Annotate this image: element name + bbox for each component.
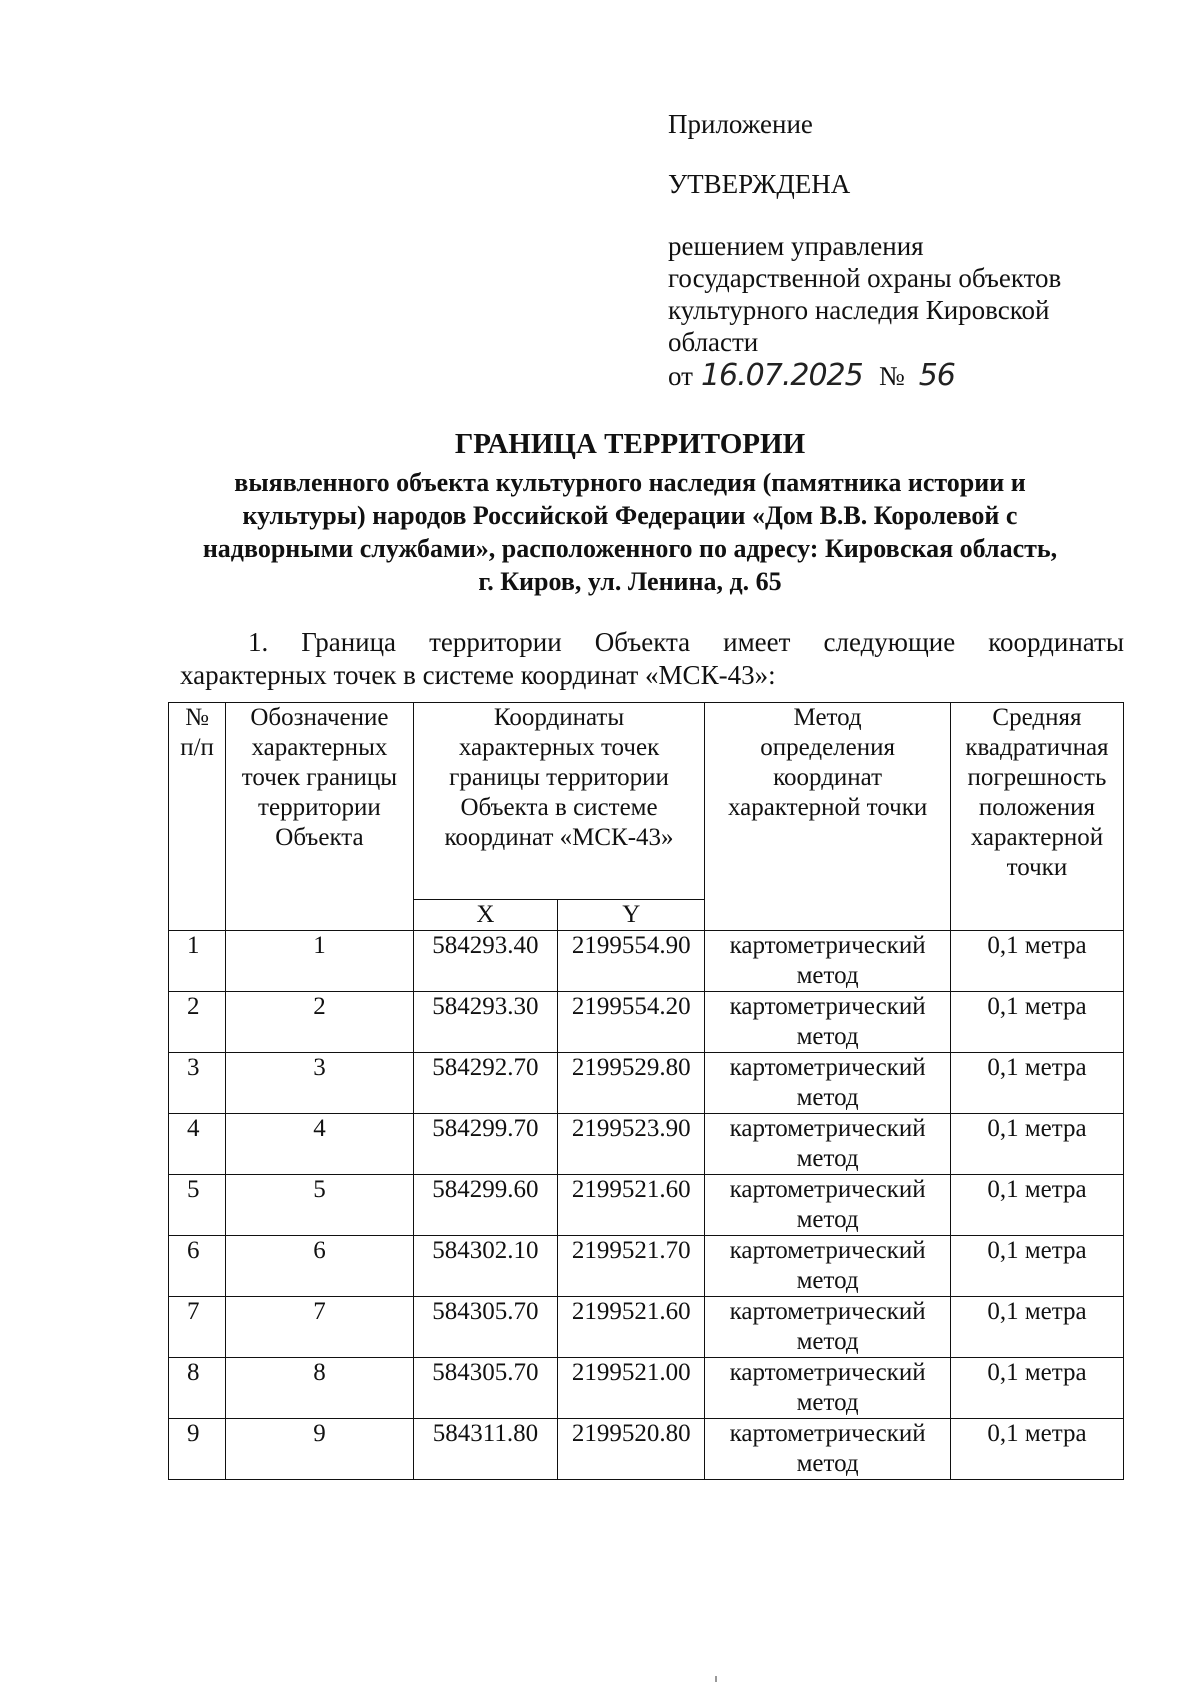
header-designation (226, 703, 414, 931)
document-title (150, 426, 1110, 598)
method-line: картометрический (729, 932, 926, 959)
method-line: метод (796, 1023, 859, 1050)
decision-line: культурного наследия Кировской (668, 295, 1050, 325)
header-line: положения (978, 794, 1096, 821)
title-main: ГРАНИЦА ТЕРРИТОРИИ (454, 428, 806, 460)
cell-error: 0,1 метра (950, 1114, 1123, 1175)
header-line: № (185, 704, 209, 731)
cell-point: 7 (226, 1297, 414, 1358)
table-row (169, 931, 1124, 992)
method-line: картометрический (729, 1054, 926, 1081)
cell-y: 2199554.90 (558, 931, 705, 992)
subtitle-line: культуры) народов Российской Федерации «Дом В.В. Королевой с (242, 501, 1018, 530)
table-row (169, 1419, 1124, 1480)
subtitle-line: г. Киров, ул. Ленина, д. 65 (478, 567, 782, 596)
cell-x: 584293.30 (413, 992, 557, 1053)
header-line: характерной точки (727, 794, 928, 821)
cell-error: 0,1 метра (950, 1236, 1123, 1297)
header-line: координат «МСК-43» (444, 824, 674, 851)
header-line: определения (760, 734, 895, 761)
header-line: характерных (251, 734, 388, 761)
method-line: картометрический (729, 1298, 926, 1325)
cell-point: 9 (226, 1419, 414, 1480)
cell-method (705, 1419, 951, 1480)
header-line: п/п (180, 734, 214, 761)
cell-num: 3 (169, 1053, 226, 1114)
header-line: Координаты (493, 704, 625, 731)
cell-error: 0,1 метра (950, 1358, 1123, 1419)
header-line: погрешность (967, 764, 1107, 791)
cell-y: 2199523.90 (558, 1114, 705, 1175)
cell-num: 2 (169, 992, 226, 1053)
subtitle-line: надворными службами», расположенного по адресу: Кировская область, (202, 534, 1058, 563)
cell-x: 584292.70 (413, 1053, 557, 1114)
header-error (950, 703, 1123, 931)
method-line: картометрический (729, 1115, 926, 1142)
header-y: Y (558, 900, 705, 931)
table-body (169, 931, 1124, 1480)
table-row (169, 1297, 1124, 1358)
decision-line: государственной охраны объектов (668, 263, 1062, 293)
method-line: картометрический (729, 993, 926, 1020)
cell-num: 4 (169, 1114, 226, 1175)
cell-y: 2199520.80 (558, 1419, 705, 1480)
method-line: картометрический (729, 1237, 926, 1264)
handwritten-date: 16.07.2025 (700, 358, 863, 393)
cell-x: 584293.40 (413, 931, 557, 992)
header-line: точек границы (241, 764, 398, 791)
method-line: метод (796, 1145, 859, 1172)
cell-error: 0,1 метра (950, 1175, 1123, 1236)
header-line: точки (1006, 854, 1068, 881)
approval-block (668, 108, 1148, 392)
decision-line: области (668, 327, 759, 357)
cell-point: 5 (226, 1175, 414, 1236)
cell-y: 2199521.70 (558, 1236, 705, 1297)
scan-artifact (715, 1676, 717, 1682)
table-row (169, 1114, 1124, 1175)
appendix-label: Приложение (668, 109, 813, 139)
cell-y: 2199521.00 (558, 1358, 705, 1419)
cell-point: 6 (226, 1236, 414, 1297)
cell-x: 584299.60 (413, 1175, 557, 1236)
header-method (705, 703, 951, 931)
cell-num: 7 (169, 1297, 226, 1358)
header-line: границы территории (449, 764, 669, 791)
cell-x: 584305.70 (413, 1358, 557, 1419)
cell-point: 2 (226, 992, 414, 1053)
header-x: X (413, 900, 557, 931)
decision-line: решением управления (668, 231, 924, 261)
header-coordinates (413, 703, 705, 900)
header-line: Объекта (275, 824, 364, 851)
header-line: территории (258, 794, 381, 821)
header-line: квадратичная (965, 734, 1109, 761)
cell-num: 6 (169, 1236, 226, 1297)
header-line: характерных точек (458, 734, 660, 761)
table-row (169, 1175, 1124, 1236)
cell-error: 0,1 метра (950, 931, 1123, 992)
header-line: характерной (970, 824, 1104, 851)
method-line: метод (796, 1206, 859, 1233)
cell-y: 2199521.60 (558, 1297, 705, 1358)
number-label: № (878, 361, 905, 391)
cell-method (705, 931, 951, 992)
cell-error: 0,1 метра (950, 1297, 1123, 1358)
header-line: Объекта в системе (460, 794, 658, 821)
coordinates-table (168, 702, 1124, 1480)
header-line: Метод (793, 704, 862, 731)
cell-error: 0,1 метра (950, 1419, 1123, 1480)
cell-error: 0,1 метра (950, 992, 1123, 1053)
cell-point: 8 (226, 1358, 414, 1419)
date-number-line (668, 360, 1148, 392)
approved-label: УТВЕРЖДЕНА (668, 169, 851, 199)
cell-point: 1 (226, 931, 414, 992)
cell-method (705, 1114, 951, 1175)
cell-method (705, 1236, 951, 1297)
paragraph-first-line: 1. Граница территории Объекта имеет следующие координаты (248, 627, 1124, 657)
cell-x: 584311.80 (413, 1419, 557, 1480)
cell-method (705, 1358, 951, 1419)
table-row (169, 1236, 1124, 1297)
cell-x: 584299.70 (413, 1114, 557, 1175)
method-line: метод (796, 1084, 859, 1111)
cell-num: 1 (169, 931, 226, 992)
table-row (169, 1053, 1124, 1114)
cell-num: 5 (169, 1175, 226, 1236)
cell-method (705, 1175, 951, 1236)
method-line: метод (796, 962, 859, 989)
cell-method (705, 1297, 951, 1358)
header-line: Средняя (992, 704, 1082, 731)
table-row (169, 1358, 1124, 1419)
header-line: координат (773, 764, 883, 791)
method-line: метод (796, 1328, 859, 1355)
decision-text (668, 230, 1148, 358)
cell-y: 2199529.80 (558, 1053, 705, 1114)
cell-point: 3 (226, 1053, 414, 1114)
cell-y: 2199521.60 (558, 1175, 705, 1236)
method-line: картометрический (729, 1420, 926, 1447)
cell-y: 2199554.20 (558, 992, 705, 1053)
date-prefix: от (668, 361, 693, 391)
cell-method (705, 992, 951, 1053)
subtitle-line: выявленного объекта культурного наследия (памятника истории и (234, 468, 1026, 497)
method-line: картометрический (729, 1359, 926, 1386)
header-num (169, 703, 226, 931)
cell-error: 0,1 метра (950, 1053, 1123, 1114)
cell-x: 584305.70 (413, 1297, 557, 1358)
paragraph-1 (180, 626, 1124, 692)
method-line: картометрический (729, 1176, 926, 1203)
method-line: метод (796, 1450, 859, 1477)
cell-num: 9 (169, 1419, 226, 1480)
table-row (169, 992, 1124, 1053)
cell-method (705, 1053, 951, 1114)
method-line: метод (796, 1267, 859, 1294)
cell-num: 8 (169, 1358, 226, 1419)
method-line: метод (796, 1389, 859, 1416)
cell-x: 584302.10 (413, 1236, 557, 1297)
handwritten-number: 56 (918, 358, 955, 393)
title-subtitle (150, 466, 1110, 598)
cell-point: 4 (226, 1114, 414, 1175)
paragraph-second-line: характерных точек в системе координат «МСК-43»: (180, 660, 776, 690)
header-line: Обозначение (250, 704, 389, 731)
